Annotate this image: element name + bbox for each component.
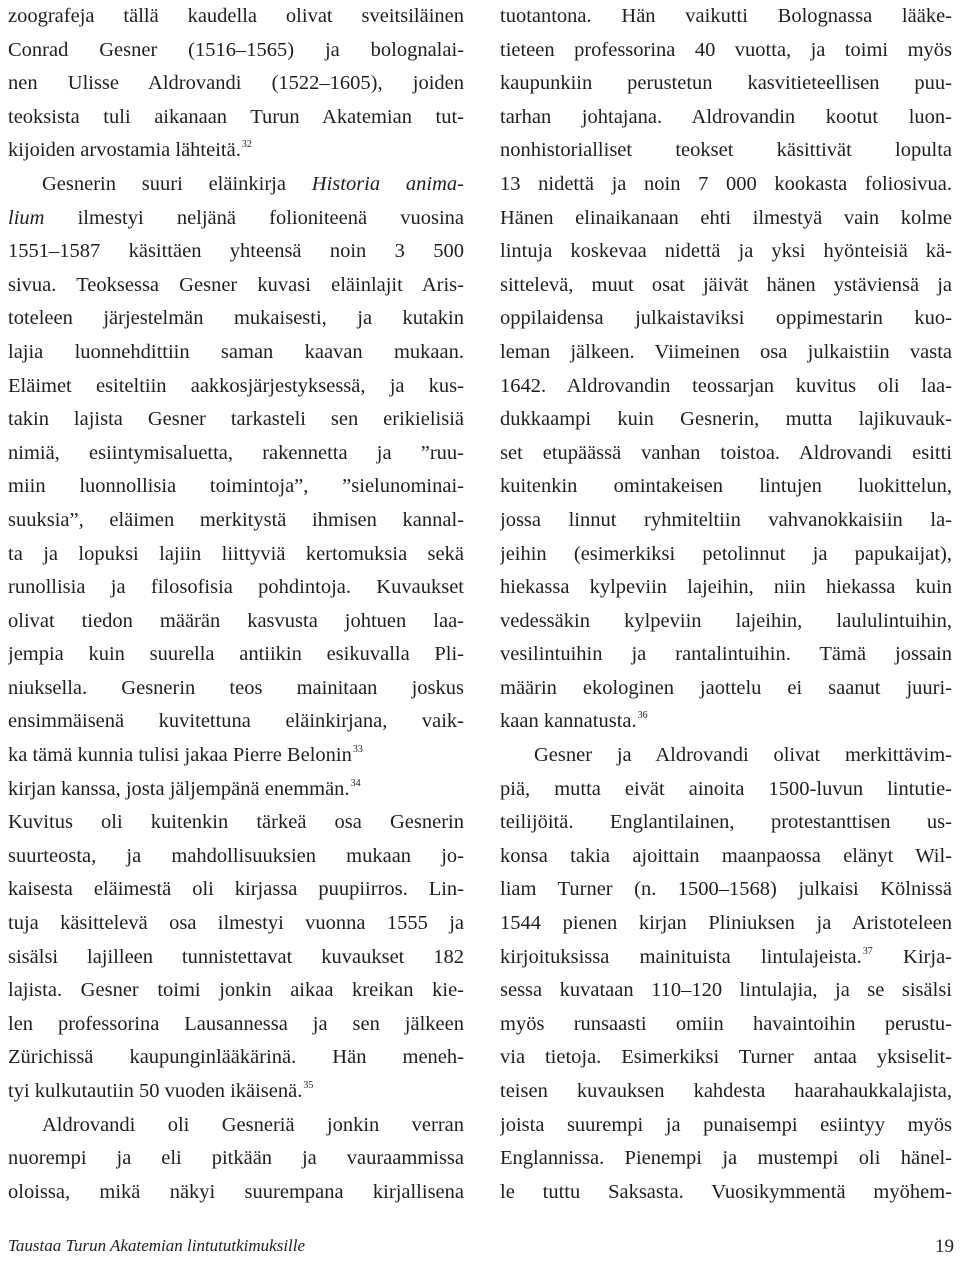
text-line <box>500 974 952 1008</box>
text-segment: myös runsaasti omiin havaintoihin perustu- <box>500 1012 952 1035</box>
text-line <box>8 1176 464 1210</box>
footnote-ref: 33 <box>352 744 363 756</box>
text-line <box>8 67 464 101</box>
text-line <box>8 739 464 773</box>
text-segment: hiekassa kylpeviin lajeihin, niin hiekassa kuin <box>500 576 952 599</box>
text-segment: nen Ulisse Aldrovandi (1522–1605), joiden <box>8 72 464 95</box>
text-line <box>500 67 952 101</box>
text-segment: Englannissa. Pienempi ja mustempi oli hänel- <box>500 1147 952 1170</box>
text-line <box>500 1142 952 1176</box>
running-title: Taustaa Turun Akatemian lintututkimuksille <box>8 1236 306 1255</box>
text-line <box>500 134 952 168</box>
text-segment: tyi kulkutautiin 50 vuoden ikäisenä. <box>8 1080 303 1102</box>
footnote-ref: 35 <box>303 1080 314 1091</box>
text-line <box>8 437 464 471</box>
text-line <box>500 1176 952 1210</box>
text-segment: ta ja lopuksi lajiin liittyviä kertomuksia sekä <box>8 542 464 565</box>
text-line <box>500 302 952 336</box>
text-segment: 13 nidettä ja noin 7 000 kookasta foliosivua. <box>500 172 952 195</box>
text-segment: teoksista tuli aikanaan Turun Akatemian tut- <box>8 105 464 128</box>
text-segment: kirjan kanssa, josta jäljempänä enemmän. <box>8 777 350 800</box>
footnote-ref: 36 <box>637 710 648 722</box>
text-line <box>500 403 952 437</box>
text-line <box>8 840 464 874</box>
text-segment: kaupunkiin perustetun kasvitieteellisen puu- <box>500 72 952 95</box>
text-segment: jossa linnut ryhmiteltiin vahvanokkaisiin la- <box>500 508 952 531</box>
text-line <box>8 571 464 605</box>
text-segment: miin luonnollisia toimintoja”, ”sielunominai- <box>8 475 464 498</box>
text-line <box>500 34 952 68</box>
text-segment: nonhistorialliset teokset käsittivät lopulta <box>500 139 952 162</box>
text-segment: konsa takia ajoittain maanpaossa elänyt Wil- <box>500 844 952 867</box>
text-segment: määrin ekologinen jaottelu ei saanut juuri- <box>500 676 952 699</box>
text-segment: sisälsi lajilleen tunnistettavat kuvaukset 182 <box>8 945 464 968</box>
text-line <box>500 907 952 941</box>
text-line <box>500 0 952 34</box>
text-segment: vesilintuihin ja rantalintuihin. Tämä jossain <box>500 643 952 666</box>
text-line <box>500 806 952 840</box>
text-segment: jempia kuin suurella antiikin esikuvalla Pli- <box>8 643 464 666</box>
text-segment: Kirja- <box>872 945 952 968</box>
text-segment: Hänen elinaikanaan ehti ilmestyä vain kolme <box>500 206 952 229</box>
text-segment: olivat tiedon määrän kasvusta johtuen laa- <box>8 609 464 632</box>
text-line <box>8 1041 464 1075</box>
text-line <box>500 840 952 874</box>
text-line <box>500 1041 952 1075</box>
text-line <box>8 1109 464 1143</box>
text-line <box>500 202 952 236</box>
text-segment: tuja käsittelevä osa ilmestyi vuonna 1555 ja <box>8 912 464 935</box>
text-segment: ensimmäisenä kuvitettuna eläinkirjana, vaik- <box>8 710 464 733</box>
text-segment: kuitenkin omintakeisen lintujen luokittelun, <box>500 475 952 498</box>
text-segment: sittelevä, muut osat jäivät hänen ystäviensä ja <box>500 273 952 296</box>
text-segment: Historia anima- <box>311 172 464 195</box>
text-segment: len professorina Lausannessa ja sen jälkeen <box>8 1012 464 1035</box>
text-line <box>8 235 464 269</box>
text-line <box>8 907 464 941</box>
text-segment: Conrad Gesner (1516–1565) ja bolognalai- <box>8 38 464 61</box>
footnote-ref: 34 <box>350 777 361 789</box>
text-segment: niuksella. Gesnerin teos mainitaan joskus <box>8 676 464 699</box>
text-segment: lintuja koskevaa nidettä ja yksi hyönteisiä kä- <box>500 240 952 263</box>
text-line <box>8 705 464 739</box>
text-segment: 1551–1587 käsittäen yhteensä noin 3 500 <box>8 240 464 263</box>
text-segment: kijoiden arvostamia lähteitä. <box>8 139 241 162</box>
text-line <box>8 1008 464 1042</box>
text-segment: nuorempi ja eli pitkään ja vauraammissa <box>8 1147 464 1170</box>
text-line <box>500 638 952 672</box>
left-column <box>8 0 464 1209</box>
text-segment: Gesner ja Aldrovandi olivat merkittävim- <box>534 744 952 767</box>
text-line <box>8 336 464 370</box>
text-line <box>8 941 464 975</box>
text-line <box>8 34 464 68</box>
text-segment: lajia luonnehdittiin saman kaavan mukaan. <box>8 340 464 363</box>
text-line <box>8 638 464 672</box>
text-line <box>500 336 952 370</box>
text-line <box>500 504 952 538</box>
text-line <box>8 538 464 572</box>
text-line <box>8 0 464 34</box>
text-line <box>500 1008 952 1042</box>
text-segment: teilijöitä. Englantilainen, protestanttisen us- <box>500 811 952 834</box>
text-segment: set etupäässä vanhan toistoa. Aldrovandi esitti <box>500 441 952 464</box>
text-line <box>8 101 464 135</box>
text-segment: via tietoja. Esimerkiksi Turner antaa yksiselit- <box>500 1046 952 1069</box>
text-line <box>8 672 464 706</box>
text-line <box>500 773 952 807</box>
text-segment: liam Turner (n. 1500–1568) julkaisi Kölnissä <box>500 878 952 901</box>
text-segment: kaan kannatusta. <box>500 710 637 733</box>
text-line <box>8 168 464 202</box>
text-segment: Gesnerin suuri eläinkirja <box>42 172 312 195</box>
text-segment: runollisia ja filosofisia pohdintoja. Kuvaukset <box>8 576 464 599</box>
text-line <box>500 1109 952 1143</box>
right-column <box>500 0 952 1209</box>
text-segment: Zürichissä kaupunginlääkärinä. Hän meneh- <box>8 1046 464 1069</box>
text-segment: vedessäkin kylpeviin lajeihin, laululintuihin, <box>500 609 952 632</box>
text-line <box>500 269 952 303</box>
text-segment: Kuvitus oli kuitenkin tärkeä osa Gesnerin <box>8 811 464 834</box>
text-segment: tarhan johtajana. Aldrovandin kootut luon- <box>500 105 952 128</box>
text-line <box>500 168 952 202</box>
text-segment: oloissa, mikä näkyi suurempana kirjallisena <box>8 1180 464 1203</box>
text-segment: suurteosta, ja mahdollisuuksien mukaan jo- <box>8 844 464 867</box>
text-line <box>500 873 952 907</box>
text-line <box>8 470 464 504</box>
text-segment: tieteen professorina 40 vuotta, ja toimi myös <box>500 38 952 61</box>
text-line <box>500 101 952 135</box>
footnote-ref: 32 <box>241 139 252 151</box>
text-segment: 1544 pienen kirjan Pliniuksen ja Aristoteleen <box>500 912 952 935</box>
text-segment: jeihin (esimerkiksi petolinnut ja papukaijat), <box>500 542 952 565</box>
text-line <box>8 370 464 404</box>
text-segment: joista suurempi ja punaisempi esiintyy myös <box>500 1113 952 1136</box>
text-segment: sivua. Teoksessa Gesner kuvasi eläinlajit Aris- <box>8 273 464 296</box>
text-segment: le tuttu Saksasta. Vuosikymmentä myöhem- <box>500 1180 952 1203</box>
text-line <box>500 235 952 269</box>
text-line <box>8 134 464 168</box>
text-segment: ka tämä kunnia tulisi jakaa Pierre Belonin <box>8 744 352 767</box>
text-line <box>8 1142 464 1176</box>
footnote-ref: 37 <box>862 945 873 957</box>
text-line <box>8 773 464 807</box>
text-segment: sessa kuvataan 110–120 lintulajia, ja se sisälsi <box>500 979 952 1002</box>
text-segment: toteleen järjestelmän mukaisesti, ja kutakin <box>8 307 464 330</box>
text-segment: lajista. Gesner toimi jonkin aikaa kreikan kie- <box>8 979 464 1002</box>
text-segment: piä, mutta eivät ainoita 1500-luvun lintutie- <box>500 777 952 800</box>
text-line <box>8 806 464 840</box>
text-segment: Aldrovandi oli Gesneriä jonkin verran <box>42 1113 464 1136</box>
text-line <box>500 437 952 471</box>
text-line <box>8 202 464 236</box>
text-line <box>8 269 464 303</box>
text-line <box>8 302 464 336</box>
page-footer <box>8 1236 954 1262</box>
text-segment: oppilaidensa julkaistaviksi oppimestarin kuo- <box>500 307 952 330</box>
text-segment: suuksia”, eläimen merkitystä ihmisen kannal- <box>8 508 464 531</box>
text-segment: dukkaampi kuin Gesnerin, mutta lajikuvauk- <box>500 408 952 431</box>
text-segment: leman jälkeen. Viimeinen osa julkaistiin vasta <box>500 340 952 363</box>
text-line <box>500 941 952 975</box>
text-line <box>500 1075 952 1109</box>
text-segment: kirjoituksissa mainituista lintulajeista. <box>500 945 862 968</box>
text-line <box>8 1075 464 1109</box>
text-segment: lium <box>8 206 45 229</box>
text-line <box>500 605 952 639</box>
text-segment: nimiä, esiintymisaluetta, rakennetta ja ”ruu- <box>8 441 464 464</box>
text-line <box>8 403 464 437</box>
text-segment: tuotantona. Hän vaikutti Bolognassa lääke- <box>500 5 952 27</box>
text-segment: kaisesta eläimestä oli kirjassa puupiirros. Lin- <box>8 878 464 901</box>
text-line <box>500 370 952 404</box>
text-segment: 1642. Aldrovandin teossarjan kuvitus oli laa- <box>500 374 952 397</box>
text-segment: ilmestyi neljänä folioniteenä vuosina <box>44 206 464 229</box>
text-line <box>500 470 952 504</box>
text-segment: Eläimet esiteltiin aakkosjärjestyksessä, ja kus- <box>8 374 464 397</box>
text-segment: zoografeja tällä kaudella olivat sveitsiläinen <box>8 5 464 27</box>
text-segment: takin lajista Gesner tarkasteli sen erikielisiä <box>8 408 464 431</box>
text-line <box>500 538 952 572</box>
text-line <box>500 739 952 773</box>
text-line <box>8 873 464 907</box>
text-line <box>500 672 952 706</box>
text-line <box>8 974 464 1008</box>
text-line <box>500 571 952 605</box>
text-line <box>8 605 464 639</box>
page-number: 19 <box>935 1236 954 1257</box>
text-line <box>500 705 952 739</box>
text-segment: teisen kuvauksen kahdesta haarahaukkalajista, <box>500 1080 952 1102</box>
text-line <box>8 504 464 538</box>
